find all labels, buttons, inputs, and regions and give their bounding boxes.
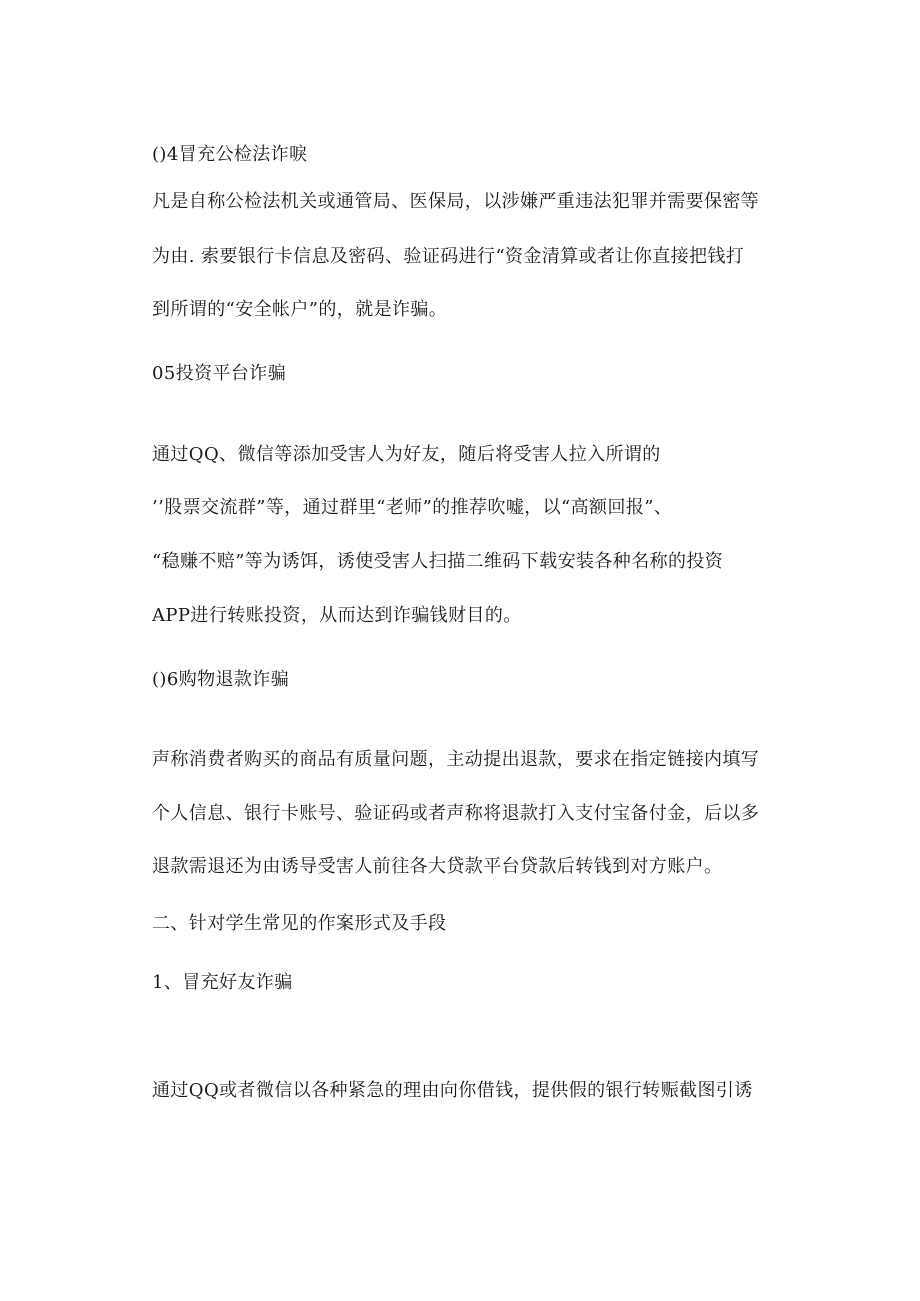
subsection-heading-impersonate-friend: 1、冒充好友诈骗 (152, 972, 293, 993)
section-heading-impersonate-police: ()4冒充公检法诈唳 (152, 144, 308, 165)
paragraph-line: 个人信息、银行卡账号、验证码或者声称将退款打入支付宝备付金，后以多 (152, 803, 760, 824)
section-heading-shopping-refund: ()6购物退款诈骗 (152, 669, 290, 690)
section-heading-investment-platform: 05投资平台诈骗 (152, 363, 287, 384)
paragraph-line: “稳赚不赔”等为诱饵，诱使受害人扫描二维码下载安装各种名称的投资 (152, 551, 724, 572)
part-heading-student-fraud: 二、针对学生常见的作案形式及手段 (152, 913, 447, 934)
paragraph-line: 通过QQ、微信等添加受害人为好友，随后将受害人拉入所谓的 (152, 444, 661, 465)
paragraph-line: 到所谓的“安全帐户”的，就是诈骗。 (152, 299, 448, 320)
paragraph-line: 通过QQ或者微信以各种紧急的理由向你借钱，提供假的银行转赈截图引诱 (152, 1080, 753, 1101)
paragraph-line: 退款需退还为由诱导受害人前往各大贷款平台贷款后转钱到对方账户。 (152, 856, 723, 877)
paragraph-line: 凡是自称公检法机关或通管局、医保局，以涉嫌严重违法犯罪并需要保密等 (152, 191, 760, 212)
paragraph-line: 声称消费者购买的商品有质量问题，主动提出退款，要求在指定链接内填写 (152, 749, 760, 770)
paragraph-line: ’’股票交流群”等，通过群里“老师”的推荐吹嘘，以“高额回报”、 (152, 497, 673, 518)
paragraph-line: APP进行转账投资，从而达到诈骗钱财目的。 (152, 605, 522, 626)
paragraph-line: 为由. 索要银行卡信息及密码、验证码进行“资金清算或者让你直接把钱打 (152, 246, 745, 267)
